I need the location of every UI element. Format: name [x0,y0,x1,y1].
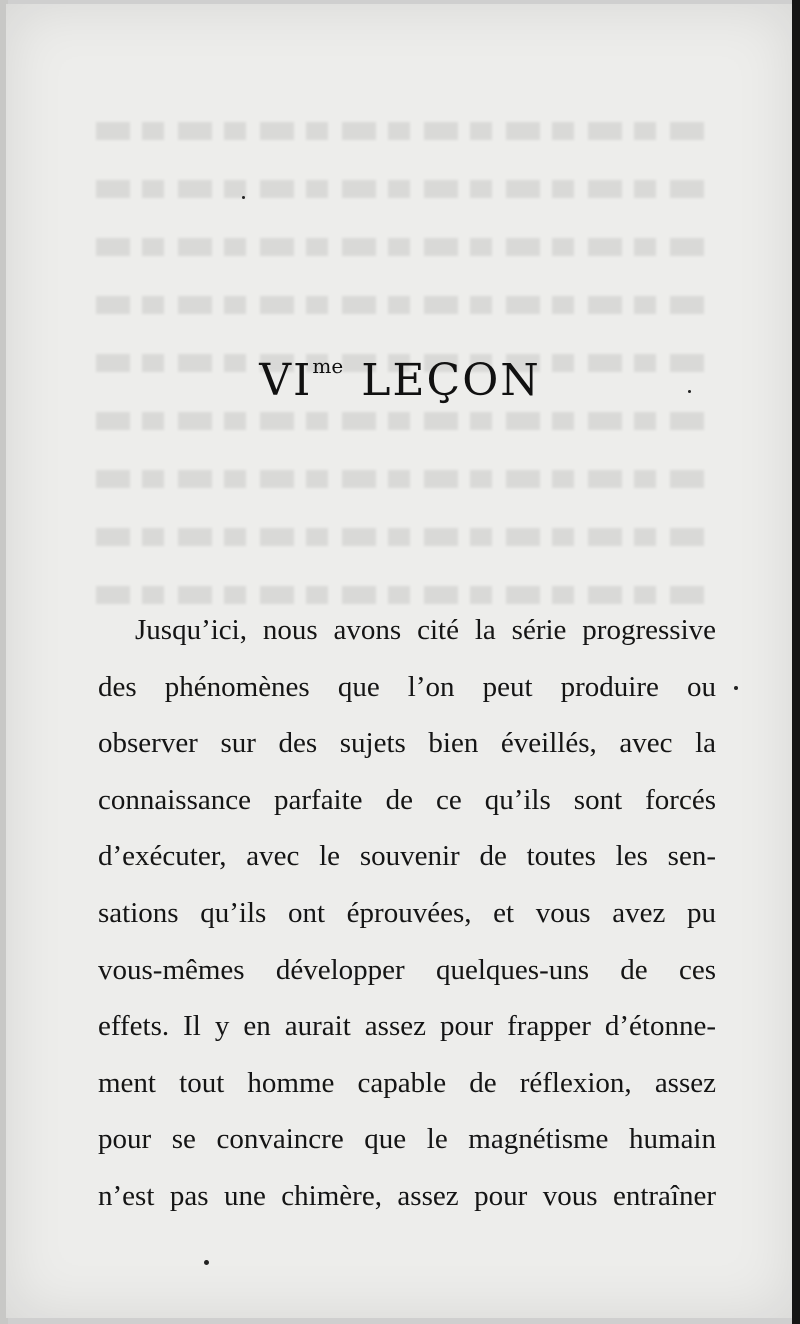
ink-speck [688,390,691,393]
paragraph-line: effets. Il y en aurait assez pour frapper d’étonne- [98,1010,716,1043]
paragraph-line: observer sur des sujets bien éveillés, avec la [98,727,716,760]
paragraph-line: Jusqu’ici, nous avons cité la série progressive [135,614,716,646]
paragraph-line: ment tout homme capable de réflexion, assez [98,1066,716,1099]
ink-speck [204,1260,209,1265]
paragraph-line: des phénomènes que l’on peut produire ou [98,670,716,703]
paragraph-line: sations qu’ils ont éprouvées, et vous avez pu [98,896,716,929]
paragraph-line: pour se convaincre que le magnétisme humain [98,1123,716,1156]
ink-speck [734,686,738,690]
paragraph-line: vous-mêmes développer quelques-uns de ces [98,953,716,986]
lesson-heading [6,354,794,406]
heading-ordinal-suffix: me [312,354,344,378]
paragraph [98,602,716,1225]
heading-word: LEÇON [361,355,541,406]
paragraph-line: connaissance parfaite de ce qu’ils sont forcés [98,783,716,816]
book-page [6,4,794,1318]
paragraph-line: d’exécuter, avec le souvenir de toutes les sen- [98,840,716,873]
heading-roman-numeral: VI [259,355,313,406]
paragraph-line: n’est pas une chimère, assez pour vous entraîner [98,1179,716,1212]
ink-speck [242,196,245,199]
page-edge-right [792,0,800,1324]
